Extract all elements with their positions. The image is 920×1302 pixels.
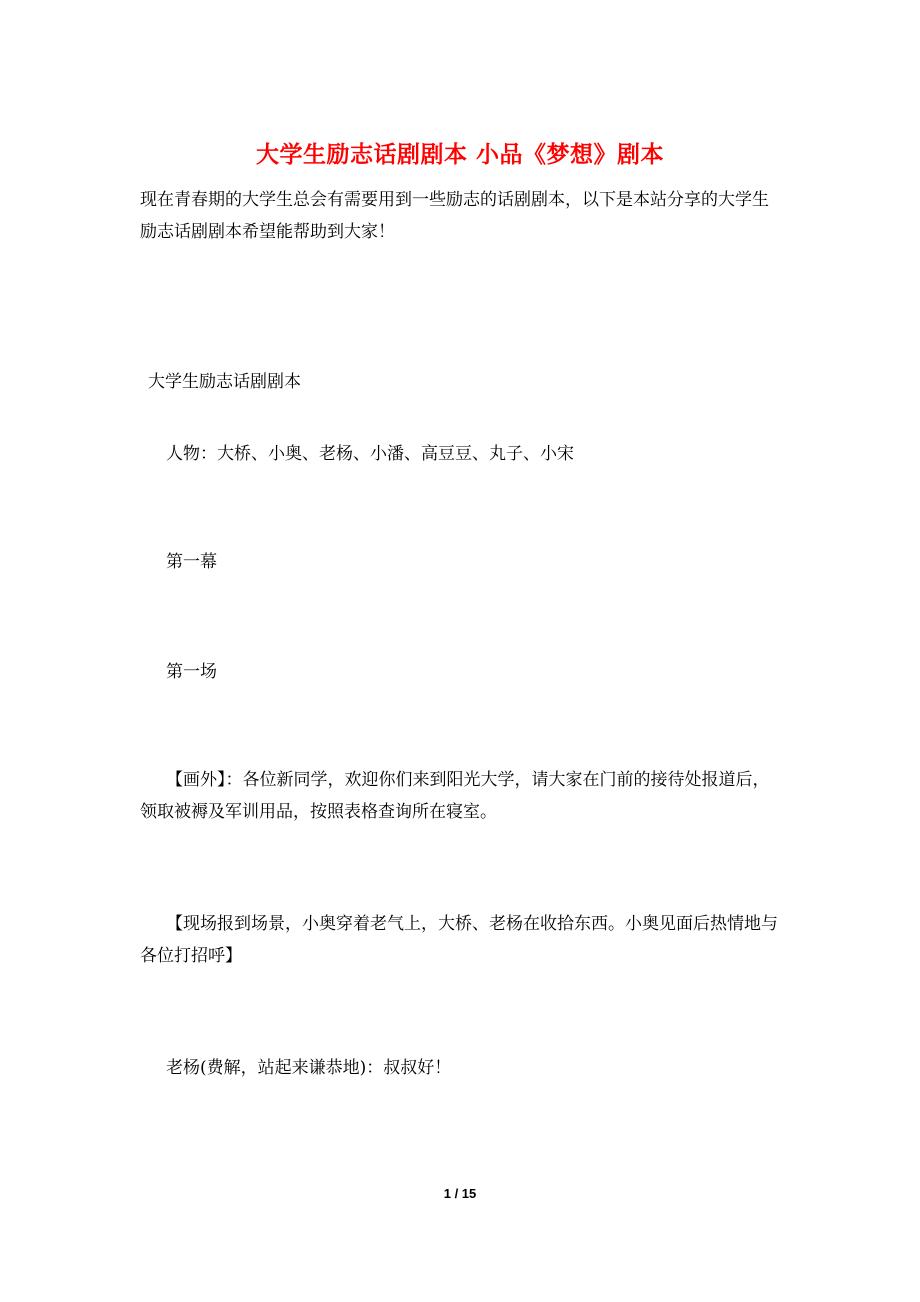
page-number: 1 / 15 — [443, 1186, 477, 1201]
offscreen-paragraph: 【画外】：各位新同学，欢迎你们来到阳光大学，请大家在门前的接待处报道后，领取被褥及军训用品，按照表格查询所在寝室。 — [140, 770, 770, 822]
stage-direction-paragraph: 【现场报到场景，小奥穿着老气上，大桥、老杨在收拾东西。小奥见面后热情地与各位打招呼】 — [140, 914, 778, 966]
scene-label: 第一场 — [166, 662, 217, 682]
section-heading: 大学生励志话剧剧本 — [148, 372, 301, 392]
act-label: 第一幕 — [166, 552, 217, 572]
dialogue-line: 老杨(费解，站起来谦恭地)：叔叔好！ — [166, 1058, 452, 1078]
characters-line: 人物：大桥、小奥、老杨、小潘、高豆豆、丸子、小宋 — [166, 444, 574, 464]
intro-paragraph: 现在青春期的大学生总会有需要用到一些励志的话剧剧本，以下是本站分享的大学生励志话剧剧本希望能帮助到大家！ — [140, 190, 769, 242]
document-title: 大学生励志话剧剧本 小品《梦想》剧本 — [255, 141, 664, 168]
